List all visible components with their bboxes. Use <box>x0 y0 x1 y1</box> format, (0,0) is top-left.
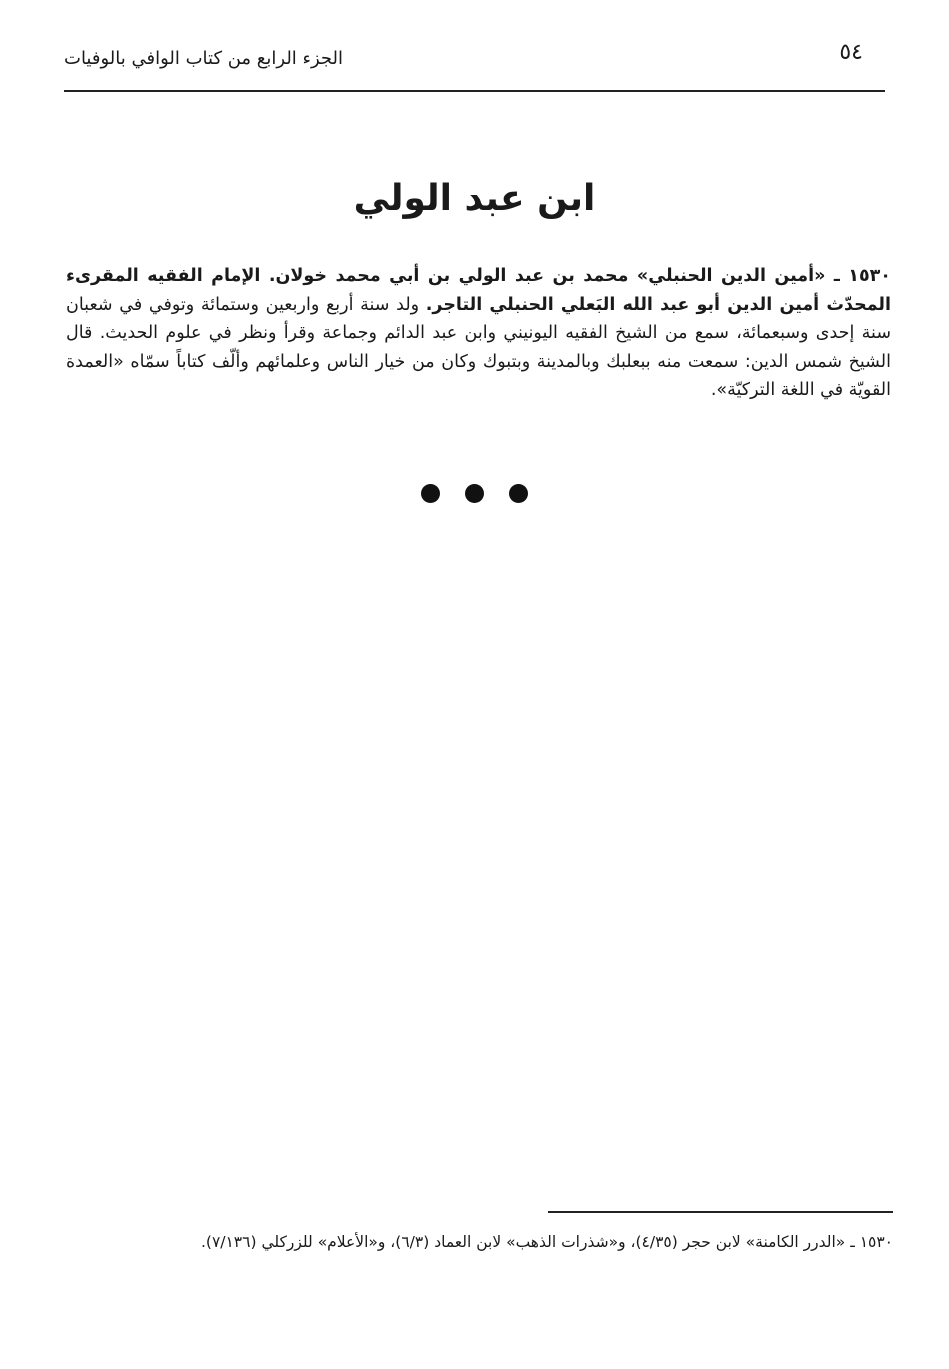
header-rule <box>64 90 885 92</box>
running-header-title: الجزء الرابع من كتاب الوافي بالوفيات <box>64 48 344 69</box>
separator-dot-icon <box>465 484 484 503</box>
section-title: ابن عبد الولي <box>353 178 596 219</box>
separator-dot-icon <box>509 484 528 503</box>
page-number: ٥٤ <box>839 40 863 65</box>
footnote-rule <box>548 1211 893 1213</box>
entry-heading: ١٥٣٠ ـ «أمين الدين الحنبلي» محمد بن عبد الولي بن أبي محمد خولان. الإمام الفقيه المقرىء المحدّث أمين الدين أبو عبد الله البَعلي الحنبلي التاجر. <box>66 266 891 315</box>
section-separator <box>0 484 949 503</box>
biography-entry <box>66 262 891 405</box>
entry-body: ولد سنة أربع واربعين وستمائة وتوفي في شعبان سنة إحدى وسبعمائة، سمع من الشيخ الفقيه اليونيني وابن عبد الدائم وجماعة وقرأ ونظر في علوم الحديث. قال الشيخ شمس الدين: سمعت منه ببعلبك وبالمدينة وبتبوك وكان من خيار الناس وعلمائهم وألّف كتاباً سمّاه «العمدة القويّة في اللغة التركيّة». <box>66 294 891 400</box>
footnote: ١٥٣٠ ـ «الدرر الكامنة» لابن حجر (٤/٣٥)، و«شذرات الذهب» لابن العماد (٦/٣)، و«الأعلام» للزركلي (٧/١٣٦). <box>200 1233 893 1251</box>
separator-dot-icon <box>421 484 440 503</box>
running-header <box>64 34 885 90</box>
